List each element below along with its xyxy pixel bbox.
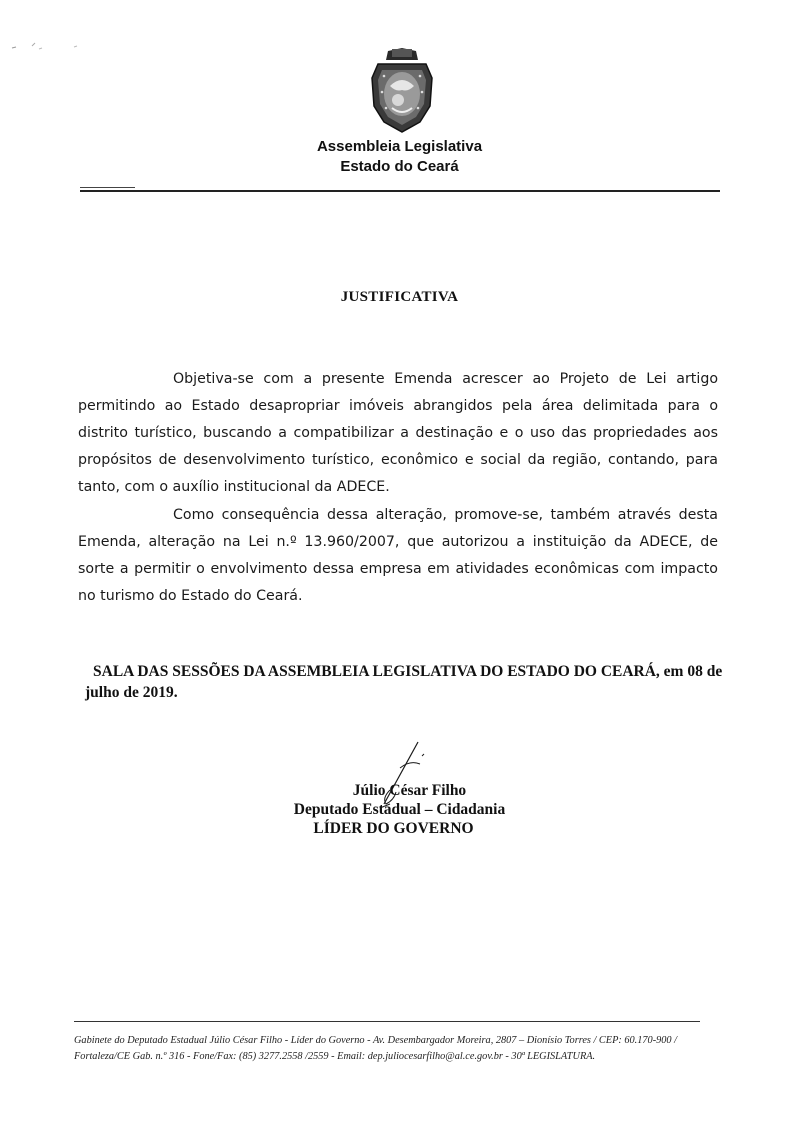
state-coat-of-arms-icon (368, 46, 436, 136)
institution-state: Estado do Ceará (340, 158, 459, 175)
signatory-role: Deputado Estadual – Cidadania (293, 801, 506, 818)
paragraph-1-text: Objetiva-se com a presente Emenda acrescer ao Projeto de Lei artigo permitindo ao Estado desapropriar imóveis abrangidos pela área delimitada para o distrito turístico, buscando a compatibilizar a destinação e o uso das propriedades aos propósitos de desenvolvimento turístico, econômico e social da região, contando, para tanto, com o auxílio institucional da ADECE. (78, 371, 718, 495)
signatory-title: LÍDER DO GOVERNO (313, 820, 474, 837)
header-divider (80, 190, 720, 192)
justification-paragraph-2 (78, 502, 718, 610)
institution-name: Assembleia Legislativa (316, 138, 483, 155)
scan-artifact-marks (10, 38, 90, 52)
footer-address (74, 1033, 714, 1065)
document-heading: JUSTIFICATIVA (340, 289, 459, 305)
header-divider-accent (80, 187, 135, 188)
signatory-name: Júlio César Filho (352, 782, 467, 799)
session-statement (85, 661, 725, 703)
session-statement-text: SALA DAS SESSÕES DA ASSEMBLEIA LEGISLATIVA DO ESTADO DO CEARÁ, em 08 de julho de 2019. (85, 663, 723, 701)
paragraph-2-text: Como consequência dessa alteração, promove-se, também através desta Emenda, alteração na Lei n.º 13.960/2007, que autorizou a instituição da ADECE, de sorte a permitir o envolvimento dessa empresa em atividades econômicas com impacto no turismo do Estado do Ceará. (78, 507, 718, 604)
footer-divider (74, 1021, 700, 1022)
footer-text: Gabinete do Deputado Estadual Júlio César Filho - Líder do Governo - Av. Desembargador Moreira, 2807 – Dionísio Torres / CEP: 60.170-900 / Fortaleza/CE Gab. n.º 316 - Fone/Fax: (85) 3277.2558 /2559 - Email: dep.juliocesarfilho@al.ce.gov.br - 30ª LEGISLATURA. (74, 1035, 677, 1062)
justification-paragraph-1 (78, 366, 718, 501)
